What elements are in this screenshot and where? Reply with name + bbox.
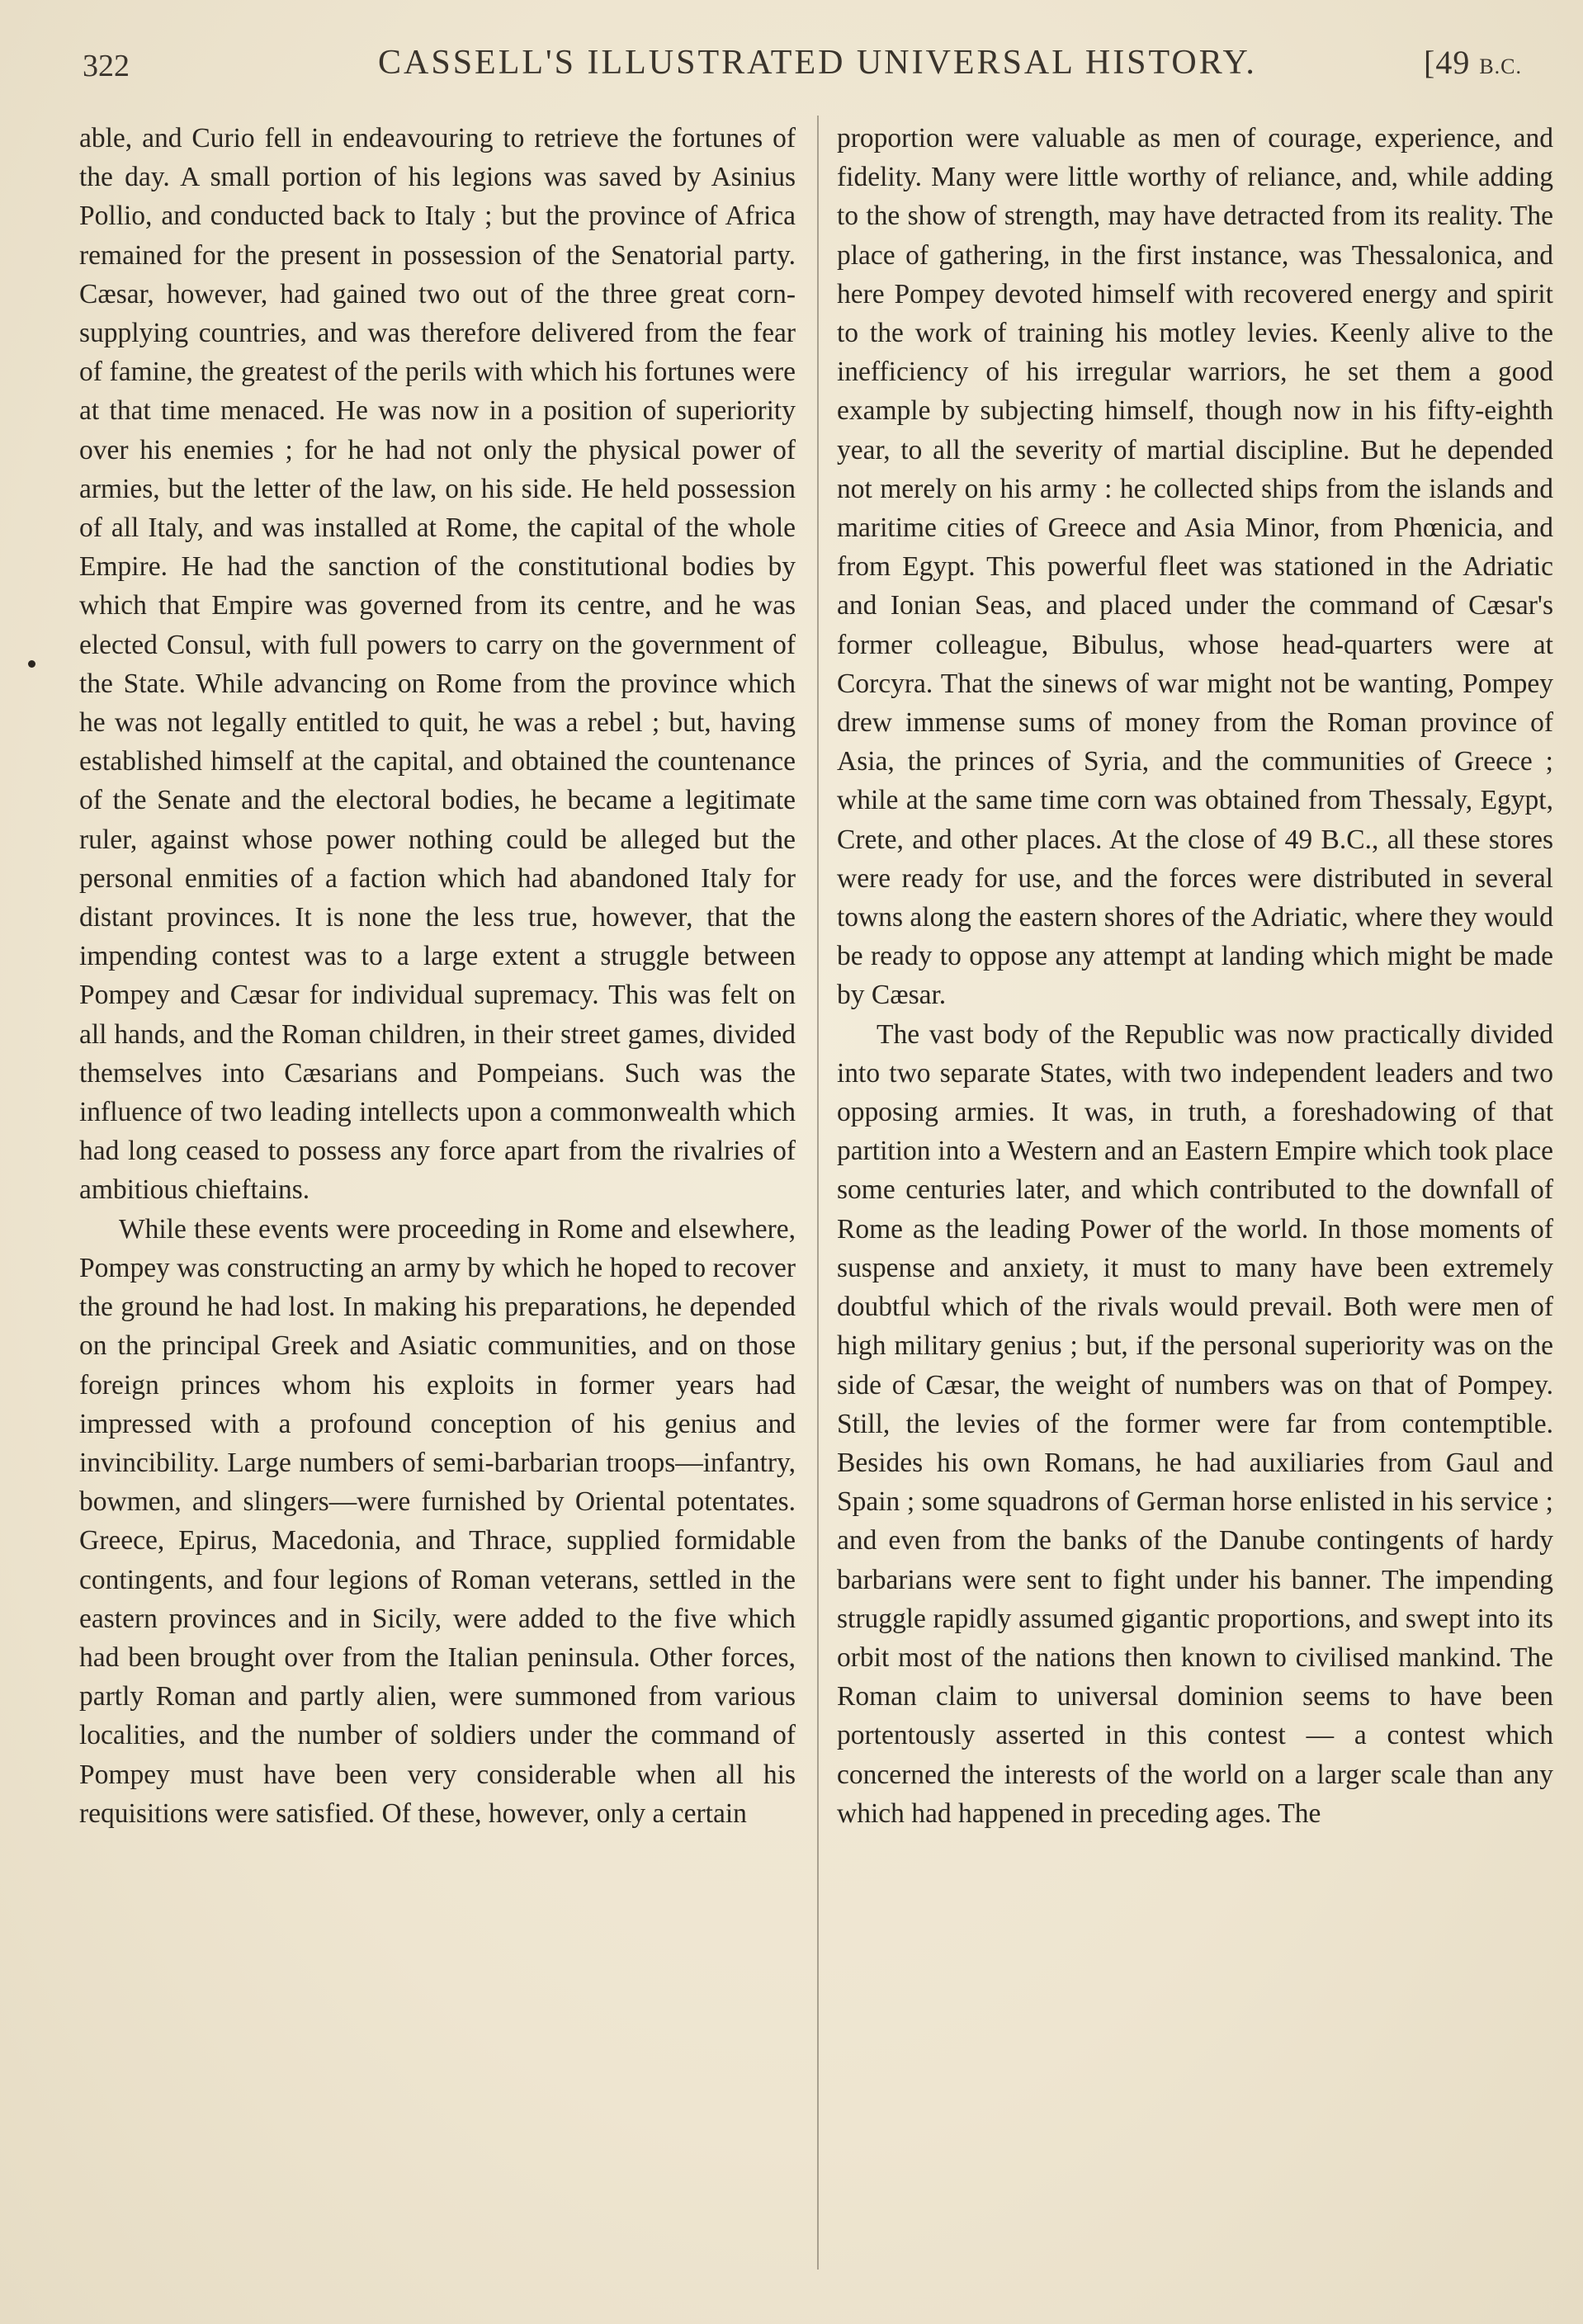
date-number: [49	[1424, 44, 1471, 81]
date-era: B.C.	[1479, 54, 1523, 78]
paragraph: proportion were valuable as men of courage, experience, and fidelity. Many were little worthy of reliance, and, while adding to the show of strength, may have detracted from its reality. The place of gathering, in the first instance, was Thessalonica, and here Pompey devoted himself with recovered energy and spirit to the work of training his motley levies. Keenly alive to the inefficiency of his irregular warriors, he set them a good example by subjecting himself, though now in his fifty-eighth year, to all the severity of martial discipline. But he depended not merely on his army : he collected ships from the islands and maritime cities of Greece and Asia Minor, from Phœnicia, and from Egypt. This powerful fleet was stationed in the Adriatic and Ionian Seas, and placed under the command of Cæsar's former colleague, Bibulus, whose head-quarters were at Corcyra. That the sinews of war might not be wanting, Pompey drew immense sums of money from the Roman province of Asia, the princes of Syria, and the communities of Greece ; while at the same time corn was obtained from Thessaly, Egypt, Crete, and other places. At the close of 49 B.C., all these stores were ready for use, and the forces were distributed in several towns along the eastern shores of the Adriatic, where they would be ready to oppose any attempt at landing which might be made by Cæsar.	[837, 123, 1553, 1011]
paragraph: The vast body of the Republic was now practically divided into two separate States, with two independent leaders and two opposing armies. It was, in truth, a foreshadowing of that partition into a Western and an Eastern Empire which took place some centuries later, and which contributed to the downfall of Rome as the leading Power of the world. In those moments of suspense and anxiety, it must to many have been extremely doubtful which of the rivals would prevail. Both were men of high military genius ; but, if the personal superiority was on the side of Cæsar, the weight of numbers was on that of Pompey. Still, the levies of the former were far from contemptible. Besides his own Romans, he had auxiliaries from Gaul and Spain ; some squadrons of German horse enlisted in his service ; and even from the banks of the Danube contingents of hardy barbarians were sent to fight under his banner. The impending struggle rapidly assumed gigantic proportions, and swept into its orbit most of the nations then known to civilised mankind. The Roman claim to universal dominion seems to have been portentously asserted in this contest — a contest which concerned the interests of the world on a larger scale than any which had happened in preceding ages. The	[837, 1018, 1553, 1829]
date-marker	[1424, 43, 1522, 82]
running-title: CASSELL'S ILLUSTRATED UNIVERSAL HISTORY.	[378, 44, 1257, 82]
column-divider	[817, 116, 819, 2270]
ink-speck	[28, 660, 35, 668]
paragraph: able, and Curio fell in endeavouring to retrieve the fortunes of the day. A small portion of his legions was saved by Asinius Pollio, and conducted back to Italy ; but the province of Africa remained for the present in possession of the Senatorial party. Cæsar, however, had gained two out of the three great corn-supplying countries, and was therefore delivered from the fear of famine, the greatest of the perils with which his fortunes were at that time menaced. He was now in a position of superiority over his enemies ; for he had not only the physical power of armies, but the letter of the law, on his side. He held possession of all Italy, and was installed at Rome, the capital of the whole Empire. He had the sanction of the constitutional bodies by which that Empire was governed from its centre, and he was elected Consul, with full powers to carry on the government of the State. While advancing on Rome from the province which he was not legally entitled to quit, he was a rebel ; but, having established himself at the capital, and obtained the countenance of the Senate and the electoral bodies, he became a legitimate ruler, against whose power nothing could be alleged but the personal enmities of a faction which had abandoned Italy for distant provinces. It is none the less true, however, that the impending contest was to a large extent a struggle between Pompey and Cæsar for individual supremacy. This was felt on all hands, and the Roman children, in their street games, divided themselves into Cæsarians and Pompeians. Such was the influence of two leading intellects upon a commonwealth which had long ceased to possess any force apart from the rivalries of ambitious chieftains.	[79, 123, 796, 1206]
right-column	[837, 119, 1553, 1833]
page-number: 322	[83, 49, 130, 83]
left-column	[79, 119, 796, 1833]
paragraph: While these events were proceeding in Rome and elsewhere, Pompey was constructing an army by which he hoped to recover the ground he had lost. In making his preparations, he depended on the principal Greek and Asiatic communities, and on those foreign princes whom his exploits in former years had impressed with a profound conception of his genius and invincibility. Large numbers of semi-barbarian troops—infantry, bowmen, and slingers—were furnished by Oriental potentates. Greece, Epirus, Macedonia, and Thrace, supplied formidable contingents, and four legions of Roman veterans, settled in the eastern provinces and in Sicily, were added to the five which had been brought over from the Italian peninsula. Other forces, partly Roman and partly alien, were summoned from various localities, and the number of soldiers under the command of Pompey must have been very considerable when all his requisitions were satisfied. Of these, however, only a certain	[79, 1213, 796, 1829]
page-header	[83, 35, 1535, 92]
